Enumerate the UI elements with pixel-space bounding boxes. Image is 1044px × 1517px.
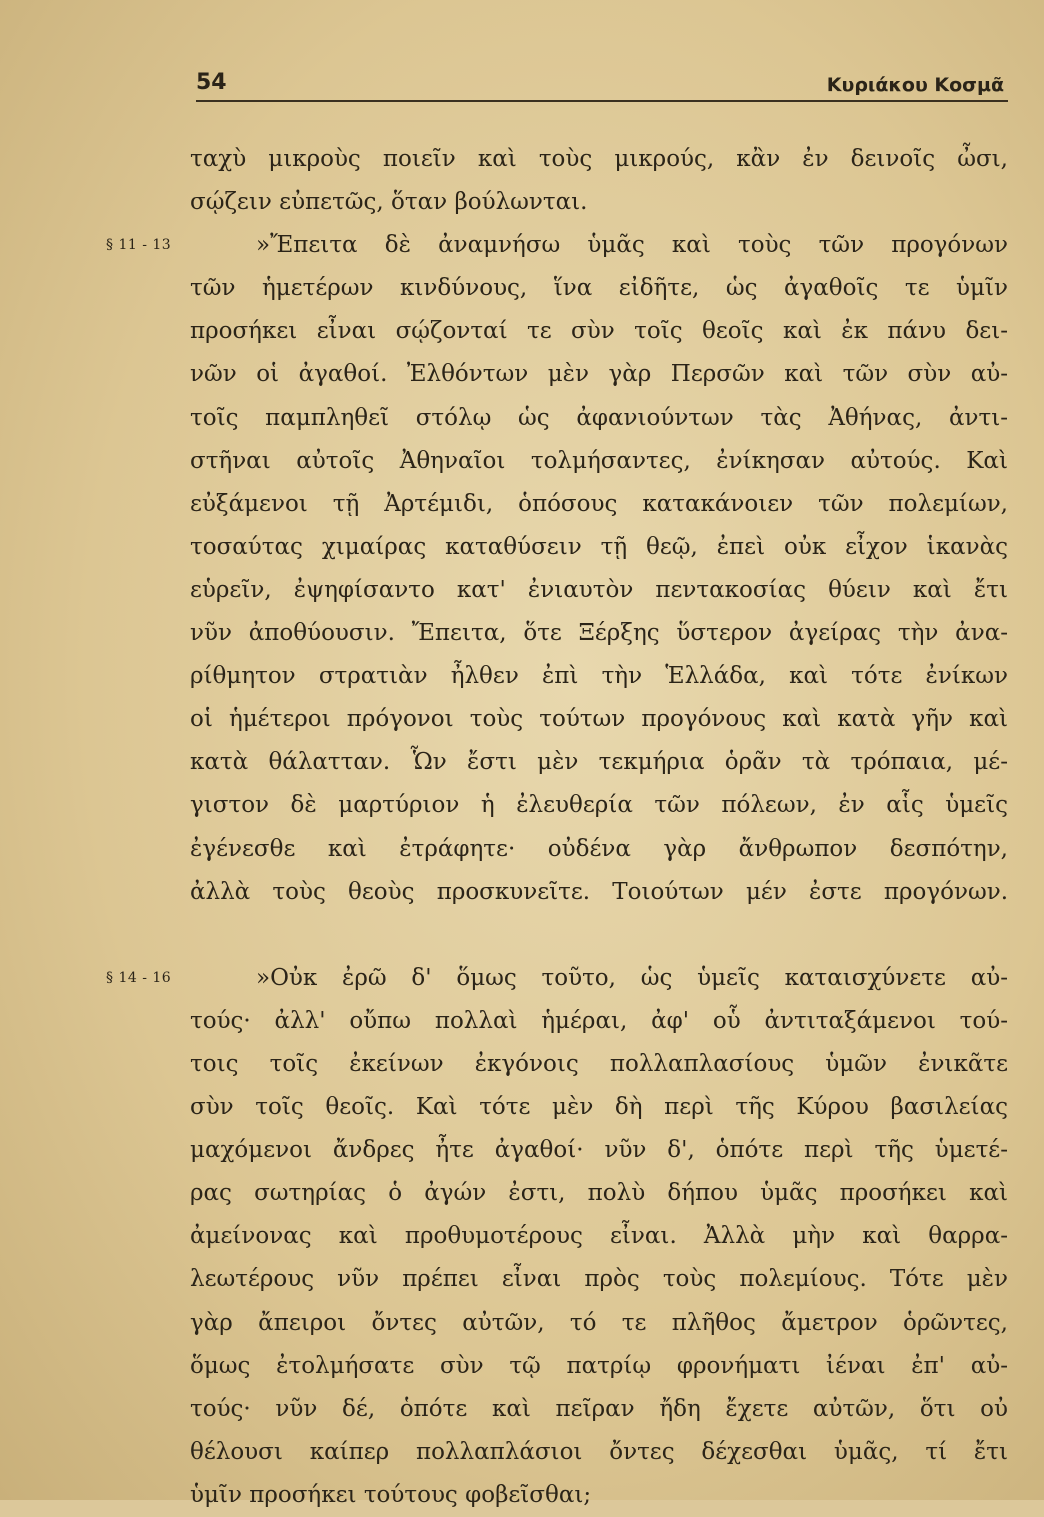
page-number: 54 — [196, 70, 227, 95]
text-line: σῴζειν εὐπετῶς, ὅταν βούλωνται. — [190, 189, 588, 216]
text-line — [190, 914, 1008, 957]
text-line: τοῖς παμπληθεῖ στόλῳ ὡς ἀφανιούντων τὰς Ἀθήνας, ἀντι- — [190, 404, 1008, 431]
text-line-content: »Οὐκ ἐρῶ δ' ὅμως τοῦτο, ὡς ὑμεῖς καταισχύνετε αὐ- — [256, 964, 1008, 991]
text-line: τούς· ἀλλ' οὔπω πολλαὶ ἡμέραι, ἀφ' οὗ ἀντιταξάμενοι τού- — [190, 1007, 1008, 1034]
text-line: νῦν ἀποθύουσιν. Ἔπειτα, ὅτε Ξέρξης ὕστερον ἀγείρας τὴν ἀνα- — [190, 620, 1008, 647]
text-line: κατὰ θάλατταν. Ὧν ἔστι μὲν τεκμήρια ὁρᾶν τὰ τρόπαια, μέ- — [190, 749, 1008, 776]
text-line: τούς· νῦν δέ, ὁπότε καὶ πεῖραν ἤδη ἔχετε αὐτῶν, ὅτι οὐ — [190, 1395, 1008, 1422]
text-line: μαχόμενοι ἄνδρες ἦτε ἀγαθοί· νῦν δ', ὁπότε περὶ τῆς ὑμετέ- — [190, 1137, 1008, 1164]
text-line — [106, 957, 1008, 1000]
text-line: λεωτέρους νῦν πρέπει εἶναι πρὸς τοὺς πολεμίους. Τότε μὲν — [190, 1266, 1008, 1293]
text-line: ὑμῖν προσήκει τούτους φοβεῖσθαι; — [190, 1481, 592, 1508]
text-line: θέλουσι καίπερ πολλαπλάσιοι ὄντες δέχεσθαι ὑμᾶς, τί ἔτι — [190, 1438, 1008, 1465]
text-line: τοις τοῖς ἐκείνων ἐκγόνοις πολλαπλασίους ὑμῶν ἐνικᾶτε — [190, 1050, 1008, 1077]
text-line: ρας σωτηρίας ὁ ἀγών ἐστι, πολὺ δήπου ὑμᾶς προσήκει καὶ — [190, 1180, 1008, 1207]
text-line: γὰρ ἄπειροι ὄντες αὐτῶν, τό τε πλῆθος ἄμετρον ὁρῶντες, — [190, 1309, 1008, 1336]
text-line: ρίθμητον στρατιὰν ἦλθεν ἐπὶ τὴν Ἑλλάδα, καὶ τότε ἐνίκων — [190, 663, 1008, 690]
text-line: ταχὺ μικροὺς ποιεῖν καὶ τοὺς μικρούς, κἂν ἐν δεινοῖς ὦσι, — [190, 146, 1008, 172]
text-line: ἀλλὰ τοὺς θεοὺς προσκυνεῖτε. Τοιούτων μέν ἐστε προγόνων. — [190, 878, 1008, 905]
text-line — [106, 224, 1008, 267]
text-line: σὺν τοῖς θεοῖς. Καὶ τότε μὲν δὴ περὶ τῆς Κύρου βασιλείας — [190, 1094, 1008, 1121]
text-line: εὐξάμενοι τῇ Ἀρτέμιδι, ὁπόσους κατακάνοιεν τῶν πολεμίων, — [190, 490, 1008, 517]
text-line: τοσαύτας χιμαίρας καταθύσειν τῇ θεῷ, ἐπεὶ οὐκ εἶχον ἱκανὰς — [190, 533, 1008, 560]
text-line: στῆναι αὐτοῖς Ἀθηναῖοι τολμήσαντες, ἐνίκησαν αὐτούς. Καὶ — [190, 447, 1008, 474]
text-line-content: »Ἔπειτα δὲ ἀναμνήσω ὑμᾶς καὶ τοὺς τῶν προγόνων — [256, 232, 1008, 259]
text-line: οἱ ἡμέτεροι πρόγονοι τοὺς τούτων προγόνους καὶ κατὰ γῆν καὶ — [190, 706, 1008, 733]
margin-section-note: § 14 - 16 — [106, 969, 172, 986]
text-line: ἐγένεσθε καὶ ἐτράφητε· οὐδένα γὰρ ἄνθρωπον δεσπότην, — [190, 835, 1008, 862]
text-line: ὅμως ἐτολμήσατε σὺν τῷ πατρίῳ φρονήματι ἰέναι ἐπ' αὐ- — [190, 1352, 1008, 1379]
text-line: γιστον δὲ μαρτύριον ἡ ἐλευθερία τῶν πόλεων, ἐν αἷς ὑμεῖς — [190, 792, 1008, 819]
text-line: τῶν ἡμετέρων κινδύνους, ἵνα εἰδῆτε, ὡς ἀγαθοῖς τε ὑμῖν — [190, 275, 1008, 302]
text-line: νῶν οἱ ἀγαθοί. Ἐλθόντων μὲν γὰρ Περσῶν καὶ τῶν σὺν αὐ- — [190, 361, 1008, 388]
running-head: Κυριάκου Κοσμᾶ — [826, 74, 1004, 96]
text-line: εὑρεῖν, ἐψηφίσαντο κατ' ἐνιαυτὸν πεντακοσίας θύειν καὶ ἔτι — [190, 576, 1008, 603]
body-text — [106, 138, 1008, 1517]
page-header — [196, 70, 1008, 102]
text-line: προσήκει εἶναι σῴζονταί τε σὺν τοῖς θεοῖς καὶ ἐκ πάνυ δει- — [190, 318, 1008, 345]
margin-section-note: § 11 - 13 — [106, 237, 172, 254]
text-line: ἀμείνονας καὶ προθυμοτέρους εἶναι. Ἀλλὰ μὴν καὶ θαρρα- — [190, 1223, 1008, 1250]
